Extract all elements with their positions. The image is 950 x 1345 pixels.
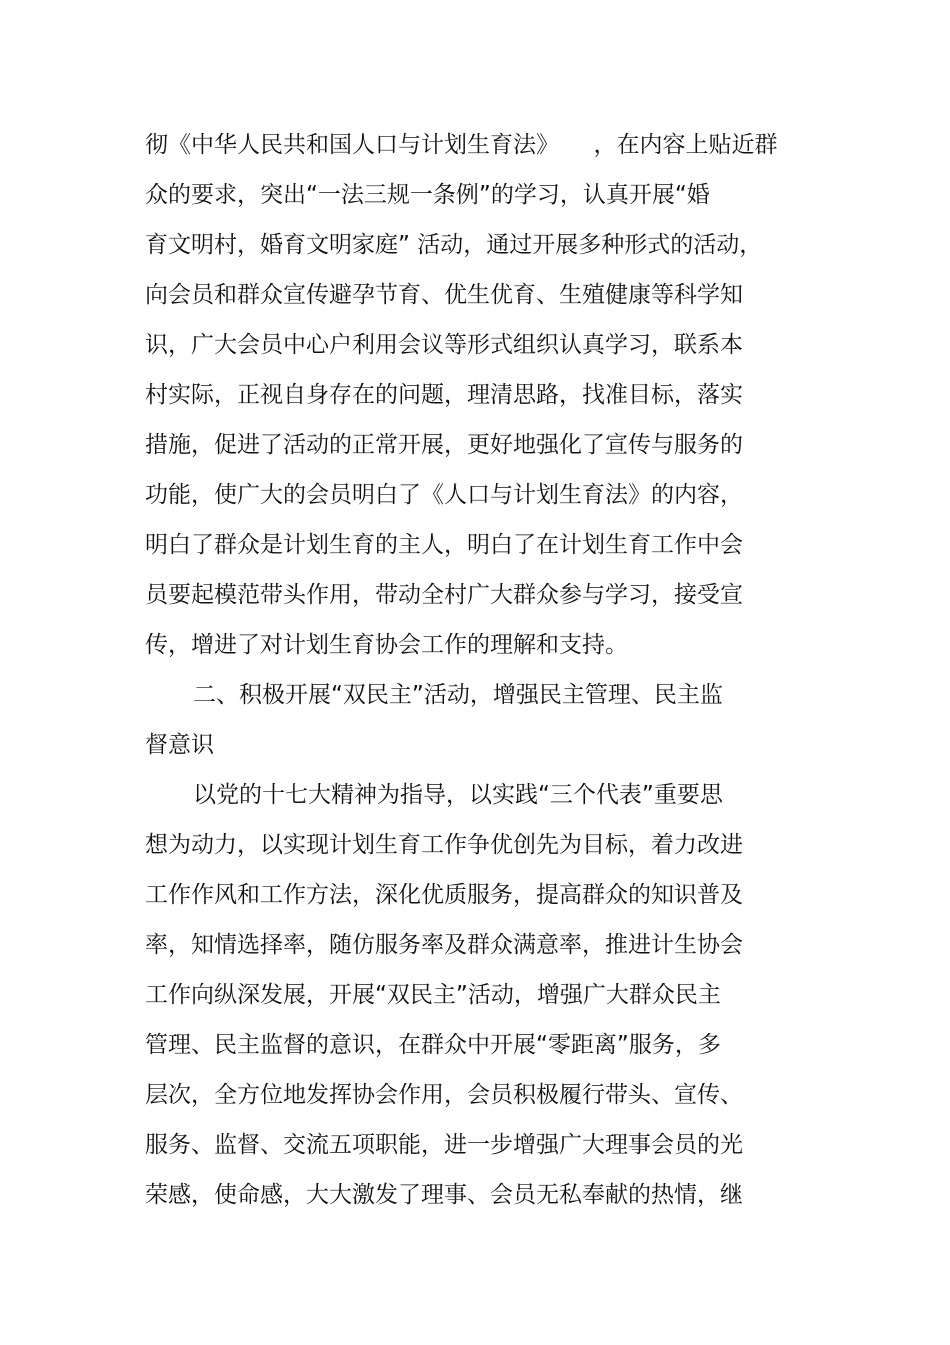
body-text bbox=[145, 120, 805, 1220]
text-line: 工作作风和工作方法，深化优质服务，提高群众的知识普及 bbox=[145, 882, 743, 908]
text-line: 管理、民主监督的意识，在群众中开展“零距离”服务，多 bbox=[145, 1032, 721, 1058]
section-heading-line: 督意识 bbox=[145, 732, 214, 758]
text-line: 识，广大会员中心户利用会议等形式组织认真学习，联系本 bbox=[145, 332, 743, 358]
text-line: 想为动力，以实现计划生育工作争优创先为目标，着力改进 bbox=[145, 832, 743, 858]
text-line: 服务、监督、交流五项职能，进一步增强广大理事会员的光 bbox=[145, 1132, 743, 1158]
text-line: 明白了群众是计划生育的主人，明白了在计划生育工作中会 bbox=[145, 532, 743, 558]
text-line: 众的要求，突出“一法三规一条例”的学习，认真开展“婚 bbox=[145, 182, 710, 208]
text-line: 措施，促进了活动的正常开展，更好地强化了宣传与服务的 bbox=[145, 432, 743, 458]
text-line: 功能，使广大的会员明白了《人口与计划生育法》的内容， bbox=[145, 482, 743, 508]
text-line: 传，增进了对计划生育协会工作的理解和支持。 bbox=[145, 632, 628, 658]
text-line: 向会员和群众宣传避孕节育、优生优育、生殖健康等科学知 bbox=[145, 282, 743, 308]
section-heading-line: 二、积极开展“双民主”活动，增强民主管理、民主监 bbox=[193, 682, 723, 708]
text-line: 率，知情选择率，随仿服务率及群众满意率，推进计生协会 bbox=[145, 932, 743, 958]
text-line: 以党的十七大精神为指导，以实践“三个代表”重要思 bbox=[193, 782, 723, 808]
text-line: 员要起模范带头作用，带动全村广大群众参与学习，接受宣 bbox=[145, 582, 743, 608]
text-line: 育文明村，婚育文明家庭” 活动，通过开展多种形式的活动， bbox=[145, 232, 763, 258]
text-line: 层次，全方位地发挥协会作用，会员积极履行带头、宣传、 bbox=[145, 1082, 743, 1108]
text-line: 工作向纵深发展，开展“双民主”活动，增强广大群众民主 bbox=[145, 982, 721, 1008]
text-line: 彻《中华人民共和国人口与计划生育法》 ，在内容上贴近群 bbox=[145, 132, 778, 158]
text-line: 荣感，使命感，大大激发了理事、会员无私奉献的热情，继 bbox=[145, 1182, 743, 1208]
text-line: 村实际，正视自身存在的问题，理清思路，找准目标，落实 bbox=[145, 382, 743, 408]
